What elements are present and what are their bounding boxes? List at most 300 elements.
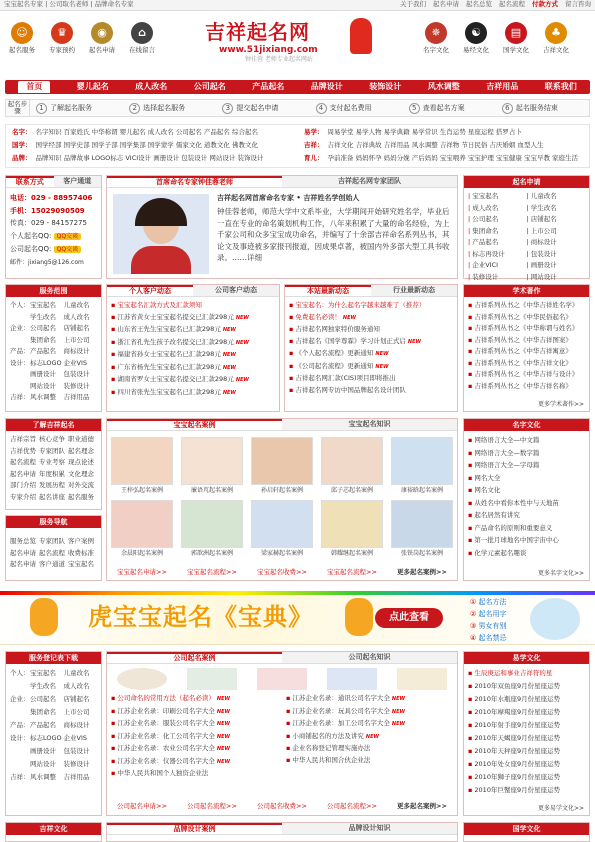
service-link[interactable]: 风水调整	[30, 393, 56, 401]
list-item[interactable]: ▪ 2010年天秤座9月份星座运势	[468, 747, 561, 755]
list-item[interactable]: ▪ 化学元素起名趣谈	[468, 548, 527, 557]
service-link[interactable]: 上市公司	[63, 335, 90, 344]
contact-panel	[5, 175, 102, 279]
list-item[interactable]: ▪ 2010年巨蟹座9月份星座运势	[468, 786, 561, 794]
category-row: 育儿： 孕前准备 妈妈怀孕 妈妈分娩 产后妈妈 宝宝喂养 宝宝护理 宝宝健康 宝宝早教 家庭生活	[304, 154, 579, 162]
list-item[interactable]: ▪ 湖南省罗女士宝宝起名提交已汇款298元 NEW	[111, 375, 249, 383]
banner-note[interactable]: ③ 男女有别	[470, 622, 507, 630]
logo-url: www.51jixiang.com	[219, 45, 318, 55]
nav-product[interactable]: 产品起名	[252, 82, 285, 92]
apply-links	[464, 188, 589, 286]
contact-fax: 传真：029 - 84157275	[10, 219, 87, 227]
apply-link[interactable]: | 画册设计	[526, 261, 557, 269]
list-item[interactable]: ▪ 浙江省孔先生孩子改名提交已汇款298元 NEW	[111, 337, 249, 346]
download-link[interactable]: 包装设计	[63, 747, 90, 755]
banner-title: 虎宝宝起名《宝典》	[88, 602, 313, 631]
list-item[interactable]: ▪ 宝宝起名汇款方式及汇款须知	[111, 301, 202, 309]
company-logo-icon[interactable]	[257, 668, 307, 690]
service-link[interactable]: 学生改名	[30, 312, 56, 321]
service-link[interactable]: 公司起名	[30, 324, 56, 332]
baby-case-links	[107, 569, 457, 577]
tab-chief-expert[interactable]: 首席命名专家钟佳蓉老师	[107, 176, 282, 187]
tab-industry-news[interactable]: 行业最新动态	[371, 285, 457, 296]
baby-cases-row-1	[107, 431, 457, 494]
top-link-message[interactable]: 留言咨询	[565, 0, 591, 9]
downloads-panel: 服务登记表下载 个人： 宝宝起名 儿童改名 学生改名 成人改名 企业： 公司起名 店铺起名 集团命名 上市公司 产品： 产品起名 商标设计 设计： 标志LOGO 企业VIS 画册设计 包装设计 网站设计 装修设计 吉祥： 风水调整 吉祥用品	[5, 651, 102, 816]
list-item[interactable]: ▪ 江苏企业名录：印刷公司名字大全 NEW	[111, 706, 231, 715]
list-item[interactable]: ▪ 福建省孙女士宝宝起名已汇款298元 NEW	[111, 350, 236, 358]
list-item[interactable]: ▪ 江苏省黄女士宝宝起名提交已汇款298元 NEW	[111, 312, 249, 321]
company-more-link[interactable]: 更多起名案例>>	[397, 802, 447, 811]
understand-panel	[5, 418, 102, 510]
list-item[interactable]: ▪ 宝宝起名：为什么起名字越来越难了（推荐）	[289, 301, 426, 309]
service-link[interactable]: 集团命名	[30, 335, 56, 344]
list-item[interactable]: ▪ 从姓名中看你本性中与天地苗	[468, 498, 559, 507]
list-item[interactable]: ▪ 2010年狮子座9月份星座运势	[468, 773, 561, 781]
academic-title: 学术著作	[464, 285, 589, 297]
header-icons-left	[6, 22, 158, 55]
top-link-about[interactable]: 关于我们	[400, 0, 426, 9]
service-link[interactable]: 企业VIS	[63, 358, 87, 367]
list-item[interactable]: ▪ 起名居然有讲究	[468, 511, 520, 519]
header-link-name-culture[interactable]: ✵ 名字文化	[420, 22, 452, 55]
baby-photo	[391, 500, 453, 548]
apply-link[interactable]: | 上市公司	[526, 226, 557, 235]
service-nav-link[interactable]: 客户案例	[68, 537, 94, 545]
step-4[interactable]: 4 支付起名费用	[310, 103, 403, 114]
list-item[interactable]: ▪ 网络语言大全—数字篇	[468, 448, 540, 457]
academic-more-link[interactable]: 更多学术著作>>	[537, 400, 584, 408]
understand-link[interactable]: 起名申请	[10, 469, 36, 478]
name-culture-more-link[interactable]: 更多名字文化>>	[537, 569, 584, 577]
main-nav	[5, 80, 590, 94]
list-item[interactable]: ▪ 公司命名的常用方法（起名必读） NEW	[111, 694, 231, 702]
list-item[interactable]: ▪ 吉祥系列丛书之《中华民俗起名》	[468, 312, 572, 321]
header-icons-right	[420, 22, 572, 55]
compass-icon: ✵	[425, 22, 447, 44]
tab-company-news[interactable]: 公司客户动态	[193, 285, 279, 296]
service-nav-link[interactable]: 起名申请	[10, 560, 36, 568]
understand-link[interactable]: 对外交流	[68, 481, 94, 489]
baby-more-link[interactable]: 更多起名案例>>	[397, 568, 447, 577]
download-link[interactable]: 上市公司	[63, 708, 90, 716]
download-link[interactable]: 画册设计	[30, 747, 56, 755]
company-logo-strip	[107, 664, 457, 690]
naming-steps	[5, 99, 590, 117]
company-apply-link[interactable]: 公司起名申请>>	[117, 802, 167, 811]
case-card[interactable]: 韩耀继起名案例	[321, 500, 383, 557]
yixue-more-link[interactable]: 更多易学文化>>	[537, 804, 584, 812]
list-item[interactable]: ▪ 吉祥系列丛书之《中华吉祥姓名学》	[468, 301, 579, 309]
baby-fee-link[interactable]: 宝宝起名收费>>	[257, 568, 307, 577]
service-nav-link[interactable]: 收费标准	[68, 548, 94, 557]
nav-home[interactable]: 首页	[18, 81, 50, 93]
top-bar	[0, 0, 595, 11]
list-item[interactable]: ▪ 吉祥起名《国学尊霖》学习计划正式启 NEW	[289, 336, 422, 345]
expert-panel	[106, 175, 458, 279]
baby-cases-row-2	[107, 494, 457, 557]
list-item[interactable]: ▪ 吉祥系列丛书之《中华吉祥名称》	[468, 381, 572, 390]
download-link[interactable]: 店铺起名	[63, 695, 90, 703]
understand-title: 了解吉祥起名	[6, 419, 101, 431]
site-news-list	[285, 297, 457, 399]
service-nav-link[interactable]: 客户通道	[39, 560, 65, 568]
category-links	[5, 124, 590, 168]
service-link[interactable]: 网站设计	[30, 381, 56, 390]
list-item[interactable]: ▪ 网名大全	[468, 473, 501, 482]
list-item[interactable]: ▪ 江苏企业名录：服装公司名字大全 NEW	[111, 719, 231, 727]
tab-personal-news[interactable]: 个人客户动态	[107, 285, 193, 296]
list-item[interactable]: ▪ 中华人民共和国合伙企业法	[286, 755, 371, 764]
house-icon: ⌂	[131, 22, 153, 44]
company-cases-list	[107, 690, 282, 783]
service-link[interactable]: 画册设计	[30, 370, 56, 378]
step-2[interactable]: 2 选择起名服务	[123, 103, 216, 114]
top-links	[400, 1, 591, 9]
company-logo-icon[interactable]	[397, 668, 447, 690]
downloads-title: 服务登记表下载	[6, 652, 101, 664]
apply-link[interactable]: | 成人改名	[468, 203, 499, 212]
case-card[interactable]: 康裕晗起名案例	[391, 437, 453, 494]
service-link[interactable]: 店铺起名	[63, 324, 90, 332]
understand-link[interactable]: 吉祥宗旨	[10, 435, 36, 443]
banner-notes	[470, 596, 507, 644]
tab-brand-knowledge[interactable]: 品牌设计知识	[282, 823, 457, 834]
qq-company: 公司起名QQ: QQ交谈	[10, 243, 97, 257]
apply-title: 起名申请	[464, 176, 589, 188]
download-link[interactable]: 产品起名	[30, 721, 56, 729]
header-link-apply[interactable]: ◉ 起名申请	[86, 22, 118, 55]
download-link[interactable]: 宝宝起名	[30, 669, 56, 677]
contact-phone: 电话：029 - 88957406	[10, 194, 93, 202]
list-item[interactable]: ▪ 2010年处女座9月份星座运势	[468, 760, 561, 768]
qq-chat-button[interactable]: QQ交谈	[54, 233, 81, 240]
name-culture-title: 名字文化	[464, 419, 589, 431]
list-item[interactable]: ▪ 2010年双鱼座9月份星座运势	[468, 682, 561, 690]
apply-link[interactable]: | 企业VICI	[468, 261, 499, 269]
understand-link[interactable]: 专家介绍	[10, 492, 36, 501]
academic-panel	[463, 284, 590, 412]
download-link[interactable]: 公司起名	[30, 695, 56, 703]
download-link[interactable]: 学生改名	[30, 682, 56, 690]
category-row: 易学： 周易学堂 易学人物 易学典籍 易学常识 生肖运势 星座运程 搭罗占卜	[304, 128, 522, 136]
list-item[interactable]: ▪ 生辰庚运和事业吉祥符的星	[468, 669, 553, 677]
list-item[interactable]: ▪ 企业名称登记管理实施办法	[286, 744, 371, 752]
download-link[interactable]: 风水调整	[30, 773, 56, 781]
service-link[interactable]: 包装设计	[63, 370, 90, 378]
list-item[interactable]: ▪ 产品命名的原则和重要意义	[468, 523, 553, 532]
service-link[interactable]: 儿童改名	[63, 301, 90, 309]
understand-link[interactable]: 专业考察	[39, 458, 65, 466]
apply-link[interactable]: | 宝宝起名	[468, 192, 499, 200]
steps-label: 起名步骤	[6, 100, 30, 116]
list-item[interactable]: ▪ 网名文化	[468, 486, 501, 494]
coin-icon: ◉	[91, 22, 113, 44]
list-item[interactable]: ▪ 江苏企业名录：农业公司名字大全 NEW	[111, 744, 231, 752]
banner-note[interactable]: ② 起名用字	[470, 610, 507, 618]
top-link-payment[interactable]: 付款方式	[532, 0, 558, 9]
expert-headline: 吉祥起名网首席命名专家 • 吉祥姓名学创始人	[217, 194, 360, 202]
company-logo-icon[interactable]	[187, 668, 237, 690]
service-nav-link[interactable]: 专家团队	[39, 537, 65, 545]
download-link[interactable]: 企业VIS	[63, 734, 87, 742]
apply-link[interactable]: | 公司起名	[468, 215, 499, 223]
category-row: 名字： 名字知识 百家姓氏 中华称谓 婴儿起名 成人改名 公司起名 产品起名 综合起名	[12, 128, 258, 136]
apply-link[interactable]: | 包装设计	[526, 249, 557, 258]
understand-link[interactable]: 发展历程	[39, 481, 65, 489]
understand-link[interactable]: 文化理念	[68, 469, 94, 478]
tab-baby-cases[interactable]: 宝宝起名案例	[107, 419, 282, 430]
company-logo-icon[interactable]	[327, 668, 377, 690]
baby-photo	[251, 500, 313, 548]
download-link[interactable]: 标志LOGO	[30, 734, 62, 742]
list-item[interactable]: ▪ 江苏企业名录：玩具公司名字大全 NEW	[286, 706, 406, 715]
list-item[interactable]: ▪ 2010年射手座9月份星座运势	[468, 721, 561, 729]
baby-process-link[interactable]: 宝宝起名流程>>	[187, 568, 237, 577]
guoxue-culture-panel: 国学文化	[463, 822, 590, 842]
service-nav-link[interactable]: 起名申请	[10, 548, 36, 557]
banner-note[interactable]: ① 起名方法	[470, 598, 507, 606]
step-6[interactable]: 6 起名服务结束	[496, 103, 589, 114]
services-panel	[5, 284, 102, 412]
nav-adult[interactable]: 成人改名	[135, 82, 168, 92]
tab-contact[interactable]: 联系方式	[6, 176, 54, 187]
category-row: 国学： 国学经部 国学史部 国学子部 国学集部 国学蒙学 儒家文化 道教文化 佛教文化	[12, 141, 258, 149]
header-link-jixiang[interactable]: ♣ 吉祥文化	[540, 22, 572, 55]
header-link-yijing[interactable]: ☯ 易经文化	[460, 22, 492, 55]
name-culture-list	[464, 431, 589, 562]
apply-link[interactable]: | 儿童改名	[526, 192, 557, 200]
expert-bio: 钟佳蓉老师，师范大学中文系毕业，大学期间开始研究姓名学，毕业后一直在专业的命名策划机构工作，八年来积累了大量的命名经验，为上千家公司和众多宝宝成功命名，并编写了十余部吉祥命名系列丛书，其论文及事迹被多家报刊报道，因成果卓著，被国内外多部大型工具书收录。……详细	[217, 207, 450, 262]
baby-photo	[251, 437, 313, 485]
tab-site-news[interactable]: 本站最新动态	[285, 285, 371, 296]
top-link-process[interactable]: 起名流程	[499, 0, 525, 9]
nav-decor[interactable]: 装饰设计	[369, 82, 402, 92]
list-item[interactable]: ▪ 免费起名必读！ NEW	[289, 312, 357, 321]
top-link-overview[interactable]: 起名总览	[466, 0, 492, 9]
list-item[interactable]: ▪ 吉祥起名网独家特价服务通知	[289, 325, 380, 333]
client-news-panel	[106, 284, 280, 412]
apply-link[interactable]: | 店铺起名	[526, 215, 557, 223]
service-link[interactable]: 装修设计	[63, 381, 90, 390]
baby-photo	[181, 437, 243, 485]
tab-expert-team[interactable]: 吉祥起名网专家团队	[282, 176, 457, 187]
list-item[interactable]: ▪ 第一批月球地名中国宇宙中心	[468, 536, 559, 544]
understand-link[interactable]: 现点论述	[68, 458, 94, 466]
nav-company[interactable]: 公司起名	[193, 82, 226, 92]
company-flow-link[interactable]: 公司起名流程>>	[327, 802, 377, 811]
list-item[interactable]: ▪ 江苏企业名录：仪器公司名字大全 NEW	[111, 756, 231, 765]
apply-link[interactable]: | 装修设计	[468, 272, 499, 281]
download-link[interactable]: 儿童改名	[63, 669, 90, 677]
brand-cases-panel	[106, 822, 458, 842]
banner-note[interactable]: ④ 起名禁忌	[470, 634, 507, 642]
tab-brand-cases[interactable]: 品牌设计案例	[107, 823, 282, 834]
list-item[interactable]: ▪ 吉祥起名网汇款(CIS)项目即将推出	[289, 374, 396, 382]
list-item[interactable]: ▪ 山东省王先生宝宝起名已汇款298元 NEW	[111, 325, 236, 333]
top-link-apply[interactable]: 起名申请	[433, 0, 459, 9]
list-item[interactable]: ▪ 小商铺起名的方法及讲究 NEW	[286, 731, 380, 740]
gourd-icon: ♣	[545, 22, 567, 44]
list-item[interactable]: ▪ 四川省张先生宝宝起名已汇款298元 NEW	[111, 387, 236, 396]
download-link[interactable]: 集团命名	[30, 708, 56, 716]
header-link-service[interactable]: ☺ 起名服务	[6, 22, 38, 55]
download-link[interactable]: 网站设计	[30, 760, 56, 768]
list-item[interactable]: ▪ 江苏企业名录：通讯公司名字大全 NEW	[286, 694, 406, 702]
service-nav-title: 服务导航	[6, 516, 101, 528]
apply-link[interactable]: | 标志再设计	[468, 249, 505, 258]
list-item[interactable]: ▪ 2010年水瓶座9月份星座运势	[468, 695, 561, 703]
service-link[interactable]: 商标设计	[63, 347, 90, 355]
download-link[interactable]: 装修设计	[63, 760, 90, 768]
case-card[interactable]: 梁家赫起名案例	[251, 500, 313, 557]
company-knowledge-list	[282, 690, 457, 783]
apply-link[interactable]: | 学生改名	[526, 203, 557, 212]
service-link[interactable]: 标志LOGO	[30, 358, 62, 367]
nav-baby[interactable]: 婴儿起名	[76, 82, 109, 92]
header-link-expert[interactable]: ♛ 专家预约	[46, 22, 78, 55]
banner-stripe	[0, 591, 595, 595]
case-card[interactable]: 邱子芯起名案例	[321, 437, 383, 494]
service-nav-link[interactable]: 起名流程	[39, 548, 65, 557]
company-fee-link[interactable]: 公司起名收费>>	[257, 802, 307, 811]
site-news-panel	[284, 284, 458, 412]
header-link-message[interactable]: ⌂ 在线留言	[126, 22, 158, 55]
baby-photo	[321, 437, 383, 485]
download-link[interactable]: 商标设计	[63, 721, 90, 729]
baby-photo	[321, 500, 383, 548]
apply-link[interactable]: | 产品起名	[468, 238, 499, 246]
list-item[interactable]: ▪ 《公司起名流程》更新通知 NEW	[289, 361, 389, 370]
mascot-icon	[350, 18, 372, 54]
understand-link[interactable]: 起名流程	[10, 458, 36, 466]
yixue-list	[464, 664, 589, 800]
service-link[interactable]: 产品起名	[30, 347, 56, 355]
apply-link[interactable]: | 网站设计	[526, 272, 557, 281]
list-item[interactable]: ▪ 中华人民共和国个人独资企业法	[111, 769, 209, 777]
baby-apply-link[interactable]: 宝宝起名申请>>	[117, 568, 167, 577]
list-item[interactable]: ▪ 网络语言大全—字母篇	[468, 461, 540, 469]
nav-fengshui[interactable]: 风水调整	[427, 82, 460, 92]
understand-link[interactable]: 起名理念	[68, 446, 94, 455]
book-icon: ▤	[505, 22, 527, 44]
header-link-guoxue[interactable]: ▤ 国学文化	[500, 22, 532, 55]
tab-client[interactable]: 客户通道	[54, 176, 102, 187]
list-item[interactable]: ▪ 《个人起名流程》更新通知 NEW	[289, 349, 389, 357]
case-card[interactable]: 王梓弘起名案例	[111, 437, 173, 494]
understand-link[interactable]: 部门介绍	[10, 481, 36, 489]
list-item[interactable]: ▪ 吉祥系列丛书之《中华吉祥图案》	[468, 335, 572, 344]
contact-tabs	[6, 176, 101, 188]
expert-photo	[113, 194, 209, 274]
services-title: 服务范围	[6, 285, 101, 297]
baby-photo	[111, 437, 173, 485]
company-case-links	[107, 803, 457, 811]
list-item[interactable]: ▪ 吉祥系列丛书之《中华吉祥文化》	[468, 358, 572, 367]
tab-company-knowledge[interactable]: 公司起名知识	[282, 652, 457, 663]
academic-list	[464, 297, 589, 395]
tab-company-cases[interactable]: 公司起名案例	[107, 652, 282, 663]
case-card[interactable]: 廉语芃起名案例	[181, 437, 243, 494]
understand-link[interactable]: 专家团队	[39, 446, 65, 455]
list-item[interactable]: ▪ 吉祥系列丛书之《中华称谓与姓名》	[468, 324, 579, 332]
understand-link[interactable]: 吉祥优势	[10, 446, 36, 455]
download-link[interactable]: 吉祥用品	[63, 773, 90, 781]
banner-view-button[interactable]: 点此查看	[375, 608, 443, 628]
baby-photo	[111, 500, 173, 548]
name-culture-panel	[463, 418, 590, 581]
tab-baby-knowledge[interactable]: 宝宝起名知识	[282, 419, 457, 430]
yixue-panel	[463, 651, 590, 816]
apply-link[interactable]: | 商标设计	[526, 238, 557, 246]
company-logo-icon[interactable]	[117, 668, 167, 690]
list-item[interactable]: ▪ 广东省杨先生宝宝起名已汇款298元 NEW	[111, 362, 236, 371]
company-cases-panel	[106, 651, 458, 816]
baby-cases-panel	[106, 418, 458, 581]
jixiang-culture-panel: 吉祥文化	[5, 822, 102, 842]
tiger-mascot-icon	[30, 598, 58, 636]
services-links: 个人： 宝宝起名 儿童改名 学生改名 成人改名 企业： 公司起名 店铺起名 集团命名 上市公司 产品： 产品起名 商标设计 设计： 标志LOGO 企业VIS 画册设计 包装设计 网站设计 装修设计 吉祥： 风水调整 吉祥用品	[6, 297, 101, 407]
apply-link[interactable]: | 集团命名	[468, 226, 499, 235]
download-link[interactable]: 成人改名	[63, 682, 90, 690]
list-item[interactable]: ▪ 吉祥系列丛书之《中华吉祥与设计》	[468, 370, 579, 378]
apply-panel	[463, 175, 590, 279]
understand-link[interactable]: 起名讲座	[39, 492, 65, 501]
case-card[interactable]: 孙启轩起名案例	[251, 437, 313, 494]
kid-icon: ☺	[11, 22, 33, 44]
step-1[interactable]: 1 了解起名服务	[30, 103, 123, 114]
qq-chat-button[interactable]: QQ交谈	[54, 246, 81, 253]
service-link[interactable]: 成人改名	[63, 312, 90, 321]
list-item[interactable]: ▪ 网络语言大全—中文篇	[468, 436, 540, 444]
category-row: 品牌： 品牌知识 品牌故事 LOGO标志 VICI设计 画册设计 包装设计 网站设计 装饰设计	[12, 154, 264, 162]
list-item[interactable]: ▪ 2010年摩羯座9月份星座运势	[468, 708, 561, 716]
understand-link[interactable]: 起名服务	[68, 492, 94, 501]
understand-link[interactable]: 核心竞争	[39, 435, 65, 443]
logo-subtitle: 钟佳蓉 老师专业起名网站	[245, 56, 313, 63]
step-3[interactable]: 3 提交起名申请	[216, 103, 309, 114]
case-card[interactable]: 张铁岗起名案例	[391, 500, 453, 557]
nav-goods[interactable]: 吉祥用品	[486, 82, 519, 92]
service-nav-link[interactable]: 服务总览	[10, 537, 36, 545]
understand-link[interactable]: 年度积累	[39, 469, 65, 478]
taiji-icon: ☯	[465, 22, 487, 44]
list-item[interactable]: ▪ 吉祥起名网专访中国品牌起名设计团队	[289, 385, 406, 394]
list-item[interactable]: ▪ 江苏企业名录：加工公司名字大全 NEW	[286, 719, 406, 727]
nav-brand[interactable]: 品牌设计	[310, 82, 343, 92]
list-item[interactable]: ▪ 江苏企业名录：化工公司名字大全 NEW	[111, 731, 231, 740]
contact-email[interactable]: 邮件：jixiang5@126.com	[10, 258, 84, 266]
list-item[interactable]: ▪ 吉祥系列丛书之《中华吉祥寓意》	[468, 347, 572, 355]
baby-photo	[391, 437, 453, 485]
tiger-mascot-icon	[530, 598, 580, 640]
tagline: 宝宝起名专家 | 公司取名老师 | 品牌命名专家	[4, 0, 134, 9]
case-card[interactable]: 郭歆洲起名案例	[181, 500, 243, 557]
baby-flow-link[interactable]: 宝宝起名流程>>	[327, 568, 377, 577]
company-process-link[interactable]: 公司起名流程>>	[187, 802, 237, 811]
site-logo[interactable]	[205, 14, 370, 64]
baby-photo	[181, 500, 243, 548]
step-5[interactable]: 5 查看起名方案	[403, 103, 496, 114]
service-link[interactable]: 宝宝起名	[30, 301, 56, 309]
understand-link[interactable]: 职业道德	[68, 435, 94, 443]
list-item[interactable]: ▪ 2010年天蝎座9月份星座运势	[468, 734, 561, 742]
case-card[interactable]: 余晨阳起名案例	[111, 500, 173, 557]
expert-tabs	[107, 176, 457, 188]
service-link[interactable]: 吉祥用品	[63, 393, 90, 401]
nav-contact[interactable]: 联系我们	[544, 82, 577, 92]
service-nav-link[interactable]: 宝宝起名	[68, 560, 94, 568]
